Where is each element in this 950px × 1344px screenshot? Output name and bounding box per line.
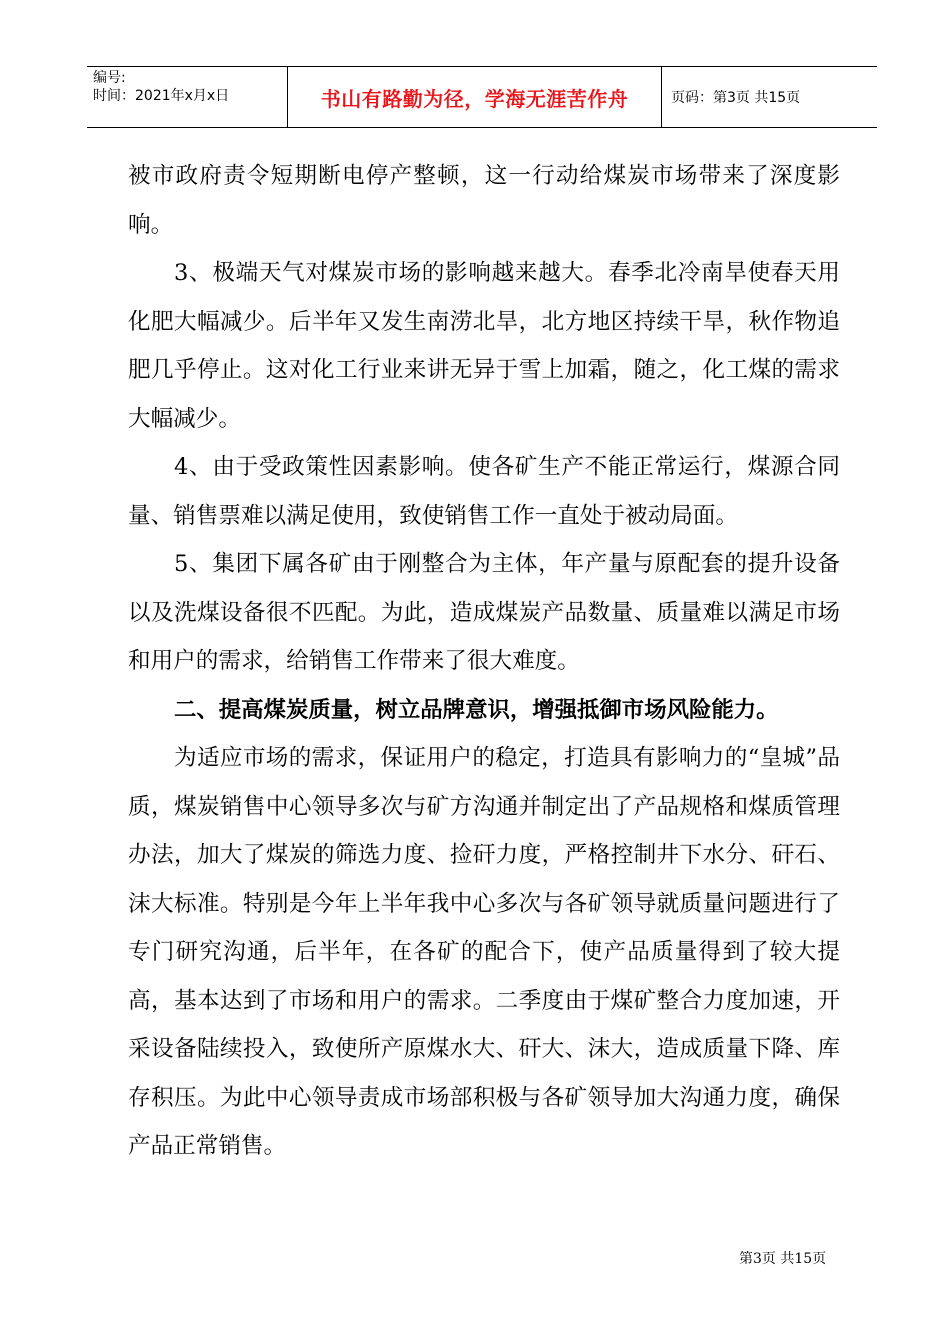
document-number-label: 编号: [93,70,126,86]
header-meta-cell [87,67,288,127]
section-heading: 二、提高煤炭质量，树立品牌意识，增强抵御市场风险能力。 [174,696,779,723]
document-body [128,152,840,1171]
header-page-number: 页码：第3页 共15页 [671,90,801,106]
page-header [87,66,877,128]
document-time-label: 时间：2021年x月x日 [93,88,230,104]
paragraph-item-4: 4、由于受政策性因素影响。使各矿生产不能正常运行，煤源合同量、销售票难以满足使用，致使销售工作一直处于被动局面。 [128,454,840,529]
paragraph-item-3: 3、极端天气对煤炭市场的影响越来越大。春季北冷南旱使春天用化肥大幅减少。后半年又发生南涝北旱，北方地区持续干旱，秋作物追肥几乎停止。这对化工行业来讲无异于雪上加霜，随之，化工煤的需求大幅减少。 [128,260,840,432]
header-motto: 书山有路勤为径，学海无涯苦作舟 [288,67,662,127]
page-footer: 第3页 共15页 [739,1251,827,1267]
paragraph-item-5: 5、集团下属各矿由于刚整合为主体，年产量与原配套的提升设备以及洗煤设备很不匹配。为此，造成煤炭产品数量、质量难以满足市场和用户的需求，给销售工作带来了很大难度。 [128,551,840,674]
paragraph-continuation: 被市政府责令短期断电停产整顿，这一行动给煤炭市场带来了深度影响。 [128,163,840,238]
paragraph-quality: 为适应市场的需求，保证用户的稳定，打造具有影响力的“皇城”品质，煤炭销售中心领导多次与矿方沟通并制定出了产品规格和煤质管理办法，加大了煤炭的筛选力度、捡矸力度，严格控制井下水分、矸石、沫大标准。特别是今年上半年我中心多次与各矿领导就质量问题进行了专门研究沟通，后半年，在各矿的配合下，使产品质量得到了较大提高，基本达到了市场和用户的需求。二季度由于煤矿整合力度加速，开采设备陆续投入，致使所产原煤水大、矸大、沫大，造成质量下降、库存积压。为此中心领导责成市场部积极与各矿领导加大沟通力度，确保产品正常销售。 [128,745,840,1159]
